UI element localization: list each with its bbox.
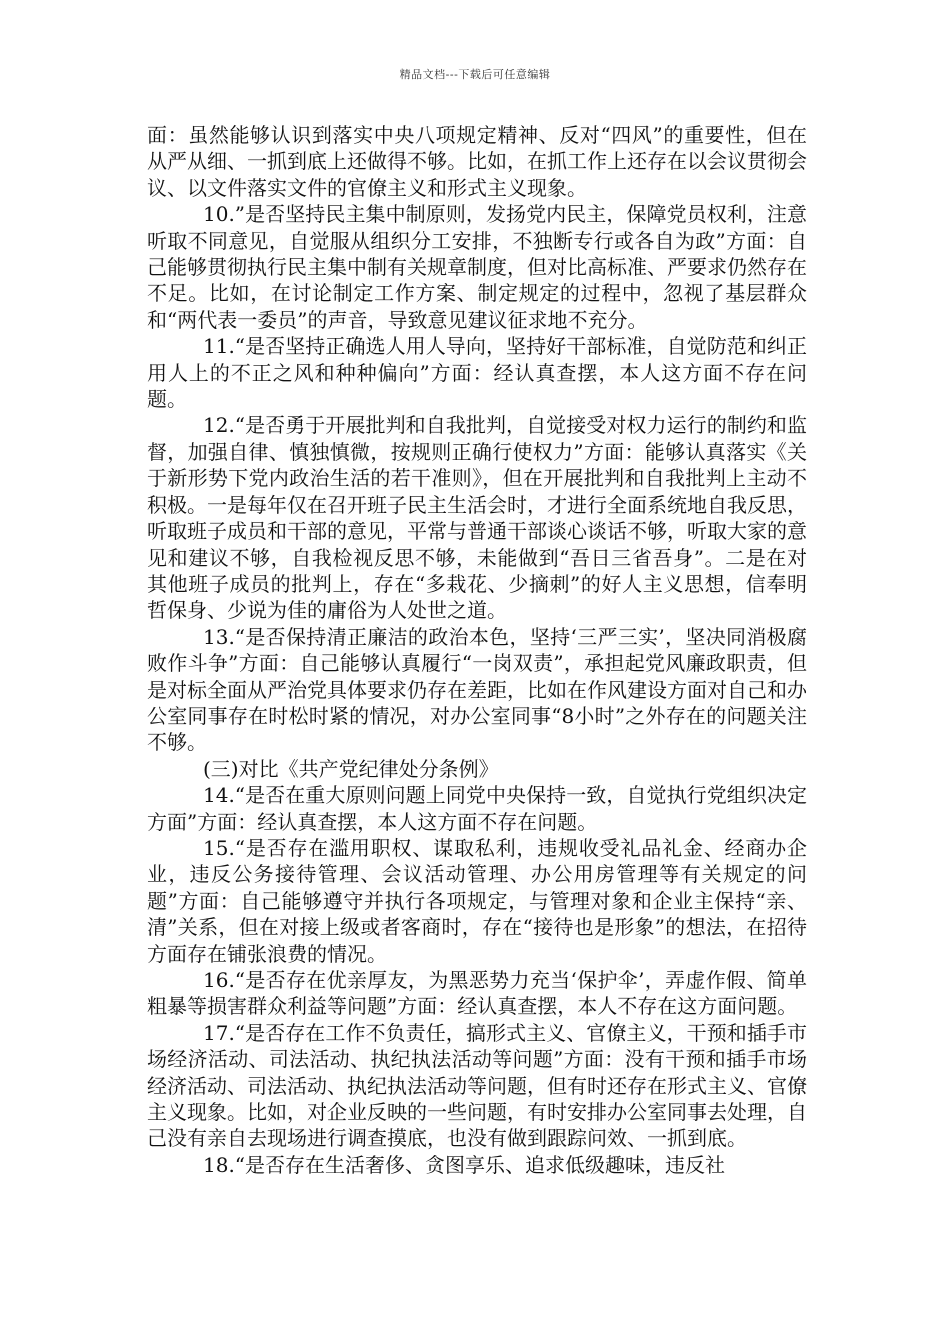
paragraph: 17.“是否存在工作不负责任，搞形式主义、官僚主义，干预和插手市场经济活动、司法活动、执纪执法活动等问题”方面：没有干预和插手市场经济活动、司法活动、执纪执法活动等问题，但有时还存在形式主义、官僚主义现象。比如，对企业反映的一些问题，有时安排办公室同事去处理，自己没有亲自去现场进行调查摸底，也没有做到跟踪问效、一抓到底。 <box>147 1020 807 1151</box>
section-heading: (三)对比《共产党纪律处分条例》 <box>203 756 499 781</box>
page-header: 精品文档---下载后可任意编辑 <box>399 68 551 81</box>
paragraph: 18.“是否存在生活奢侈、贪图享乐、追求低级趣味，违反社 <box>203 1152 726 1177</box>
paragraph: 13.“是否保持清正廉洁的政治本色，坚持‘三严三实’，坚决同消极腐败作斗争”方面：自己能够认真履行“一岗双责”，承担起党风廉政职责，但是对标全面从严治党具体要求仍存在差距，比如在作风建设方面对自己和办公室同事存在时松时紧的情况，对办公室同事“8小时”之外存在的问题关注不够。 <box>147 624 807 755</box>
paragraph: 11.“是否坚持正确选人用人导向，坚持好干部标准，自觉防范和纠正用人上的不正之风和种种偏向”方面：经认真查摆，本人这方面不存在问题。 <box>147 334 807 412</box>
paragraph: 10.”是否坚持民主集中制原则，发扬党内民主，保障党员权利，注意听取不同意见，自觉服从组织分工安排，不独断专行或各自为政”方面：自己能够贯彻执行民主集中制有关规章制度，但对比高标准、严要求仍然存在不足。比如，在讨论制定工作方案、制定规定的过程中，忽视了基层群众和“两代表一委员”的声音，导致意见建议征求地不充分。 <box>147 202 807 332</box>
paragraph: 15.“是否存在滥用职权、谋取私利，违规收受礼品礼金、经商办企业，违反公务接待管理、会议活动管理、办公用房管理等有关规定的问题”方面：自己能够遵守并执行各项规定，与管理对象和企业主保持“亲、清”关系，但在对接上级或者客商时，存在“接待也是形象”的想法，在招待方面存在铺张浪费的情况。 <box>147 835 807 966</box>
paragraph: 12.“是否勇于开展批判和自我批判，自觉接受对权力运行的制约和监督，加强自律、慎独慎微，按规则正确行使权力”方面：能够认真落实《关于新形势下党内政治生活的若干准则》，但在开展批判和自我批判上主动不积极。一是每年仅在召开班子民主生活会时，才进行全面系统地自我反思，听取班子成员和干部的意见，平常与普通干部谈心谈话不够，听取大家的意见和建议不够，自我检视反思不够，未能做到“吾日三省吾身”。二是在对其他班子成员的批判上，存在“多栽花、少摘刺”的好人主义思想，信奉明哲保身、少说为佳的庸俗为人处世之道。 <box>147 413 807 623</box>
document-body <box>147 122 807 1178</box>
paragraph: 面：虽然能够认识到落实中央八项规定精神、反对“四风”的重要性，但在从严从细、一抓到底上还做得不够。比如，在抓工作上还存在以会议贯彻会议、以文件落实文件的官僚主义和形式主义现象。 <box>147 123 807 200</box>
paragraph: 16.“是否存在优亲厚友，为黑恶势力充当‘保护伞’，弄虚作假、简单粗暴等损害群众利益等问题”方面：经认真查摆，本人不存在这方面问题。 <box>147 968 807 1019</box>
paragraph: 14.“是否在重大原则问题上同党中央保持一致，自觉执行党组织决定方面”方面：经认真查摆，本人这方面不存在问题。 <box>147 783 807 834</box>
